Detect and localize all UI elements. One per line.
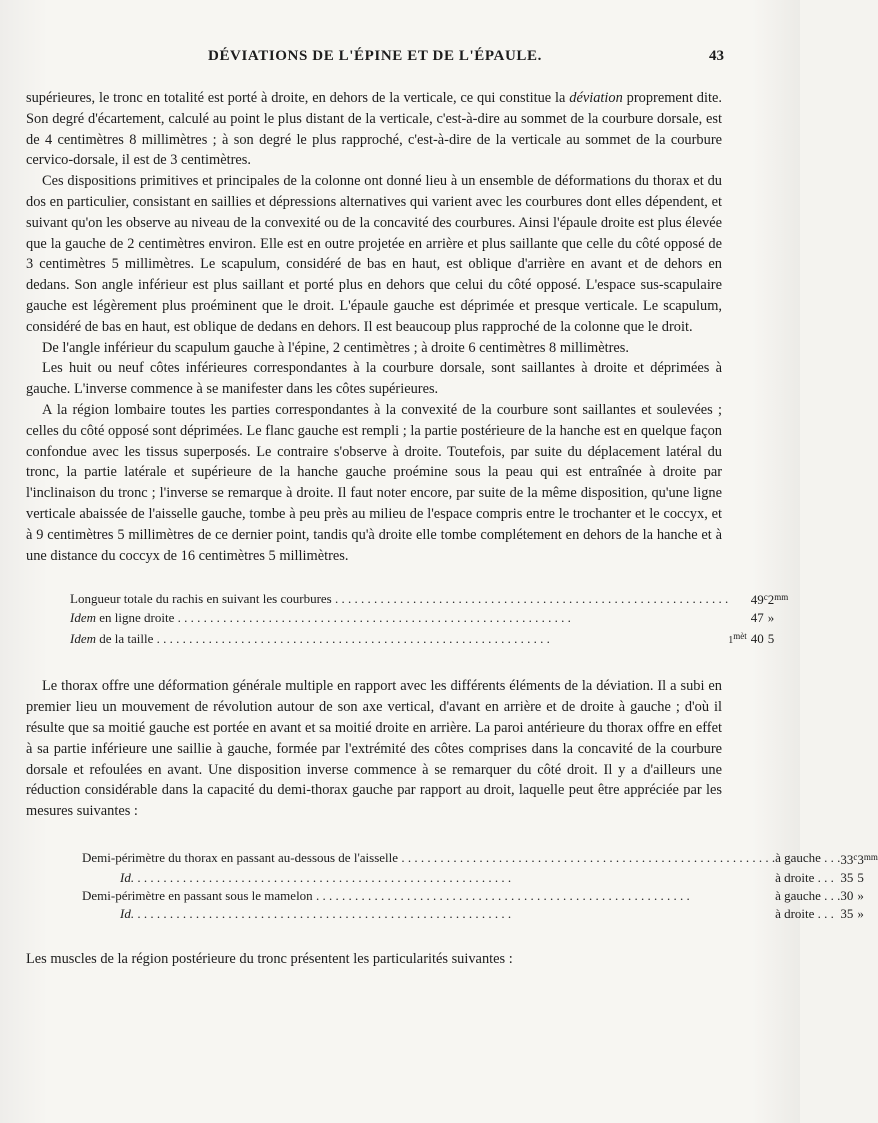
measure-side: à droite <box>775 905 815 921</box>
measure-value: 5 <box>767 630 775 646</box>
measure-label: Longueur totale du rachis en suivant les courbures <box>70 590 332 606</box>
measure-idem: Idem <box>70 630 96 646</box>
table-row <box>26 869 878 887</box>
measure-value: 49$^c$ <box>750 592 768 608</box>
paragraph-thorax: Le thorax offre une déformation générale multiple en rapport avec les différents éléments de la déviation. Il a subi en premier lieu un mouvement de révolution autour de son axe vertical, d'avant en arrière et de droite à gauche ; d'où il résulte que sa moitié gauche est portée en avant et sa moitié droite en arrière. La paroi antérieure du thorax offre en effet à sa partie inférieure une saillie à gauche, formée par l'extrémité des côtes comprises dans la concavité de la courbure dorsale et refoulées en avant. Une disposition inverse commence à se remarquer du côté droit. Il y a d'ailleurs une réduction considérable dans la capacité du demi-thorax gauche par rapport au droit, laquelle peut être appréciée par les mesures suivantes : <box>26 678 722 820</box>
measure-label: Demi-périmètre en passant sous le mamelon <box>82 887 313 903</box>
paragraph-ribs: Les huit ou neuf côtes inférieures correspondantes à la courbure dorsale, sont saillantes à droite et déprimées à gauche. L'inverse commence à se manifester dans les côtes supérieures. <box>26 360 722 398</box>
measure-value: 35 <box>840 869 854 885</box>
measure-value: 35 <box>840 905 854 921</box>
measure-side: à gauche <box>775 887 821 903</box>
paragraph-deviation <box>26 88 722 171</box>
measure-value: 33$^c$ <box>840 851 858 867</box>
table-row <box>26 627 788 650</box>
measure-label: Id. <box>120 905 135 921</box>
paragraph-deformations: Ces dispositions primitives et principales de la colonne ont donné lieu à un ensemble de déformations du thorax et du dos en particulier, consistant en saillies et dépressions alternatives qui varient avec les courbures dont elles dépendent, et suivant qu'on les observe au niveau de la convexité ou de la concavité des courbures. Ainsi l'épaule droite est plus élevée que la gauche de 2 centimètres environ. Elle est en outre projetée en arrière et plus saillante que celle du côté opposé de 3 centimètres 5 millimètres. Le scapulum, considéré de bas en haut, est oblique d'arrière en avant et de dehors en dedans. Son angle inférieur est plus saillant et porté plus en dehors que celui du côté opposé. L'espace sus-scapulaire gauche est légèrement plus proéminent que le droit. L'épaule gauche est déprimée et presque verticale. Le scapulum, considéré de bas en haut, est oblique de dedans en dehors. Il est beaucoup plus rapproché de la colonne que le droit. <box>26 173 722 335</box>
paragraph-lumbar: A la région lombaire toutes les parties correspondantes à la convexité de la courbure sont saillantes et soulevées ; celles du côté opposé sont déprimées. Le flanc gauche est rempli ; la partie postérieure de la hanche est en quelque façon confondue avec les tissus superposés. Le contraire s'observe à droite. Toutefois, par suite du déplacement latéral du tronc, la partie latérale et supérieure de la hanche gauche proémine sous la peau qui est entraînée à droite par l'inclinaison du tronc ; l'inverse se remarque à droite. Il faut noter encore, par suite de la même disposition, qu'une ligne verticale abaissée de l'aisselle gauche, tombe à peu près au milieu de l'espace compris entre le trochanter et le coccyx, et à 9 centimètres 5 millimètres de ce dernier point, tandis qu'à droite elle tombe complétement en dehors de la hanche et à une distance du coccyx de 16 centimètres 5 millimètres. <box>26 401 722 564</box>
spine-measurements-table <box>26 588 788 650</box>
measure-idem: Idem <box>70 610 96 626</box>
measure-value: 40 <box>750 630 764 646</box>
page-header <box>30 48 724 72</box>
paragraph-text: proprement dite. Son degré d'écartement, calculé au point le plus distant de la verticale, c'est-à-dire au sommet de la courbure dorsale, est de 4 centimètres 8 millimètres ; à son degré le plus rapproché, c'est-à-dire de la verticale au sommet de la courbure cervico-dorsale, il est de 3 centimètres. <box>26 90 722 169</box>
paragraph-text: supérieures, le tronc en totalité est porté à droite, en dehors de la verticale, ce qui constitue la <box>26 90 570 106</box>
measure-value: » <box>767 610 775 626</box>
measure-side: à droite <box>775 869 815 885</box>
measure-side: à gauche <box>775 850 821 866</box>
body-text <box>26 88 878 970</box>
measure-value: 5 <box>857 869 864 885</box>
table-row <box>26 905 878 923</box>
measure-value: » <box>857 887 864 903</box>
thorax-measurements-table <box>26 848 878 923</box>
measure-value: 30 <box>840 887 854 903</box>
measure-label: Id. <box>120 869 135 885</box>
measure-label: Demi-périmètre du thorax en passant au-dessous de l'aisselle <box>82 850 399 866</box>
measure-value: » <box>857 905 864 921</box>
measure-value: $2^{mm}$ <box>767 592 789 608</box>
table-row <box>26 588 788 609</box>
measure-label: de la taille <box>96 630 154 646</box>
measure-unit <box>728 609 751 627</box>
table-row <box>26 609 788 627</box>
measure-value: 47 <box>750 610 764 626</box>
table-row <box>26 848 878 869</box>
running-head: DÉVIATIONS DE L'ÉPINE ET DE L'ÉPAULE. <box>208 48 542 64</box>
measure-label: en ligne droite <box>96 610 175 626</box>
measure-unit <box>728 588 751 609</box>
page-number: 43 <box>709 48 724 64</box>
emphasis-text: déviation <box>569 90 623 106</box>
paragraph-scapulum: De l'angle inférieur du scapulum gauche à l'épine, 2 centimètres ; à droite 6 centimètres 8 millimètres. <box>42 339 629 356</box>
measure-unit: $1^{mèt}$ <box>728 631 747 647</box>
measure-value: $3^{mm}$ <box>857 851 878 867</box>
table-row <box>26 887 878 905</box>
paragraph-muscles: Les muscles de la région postérieure du tronc présentent les particularités suivantes : <box>26 950 513 967</box>
